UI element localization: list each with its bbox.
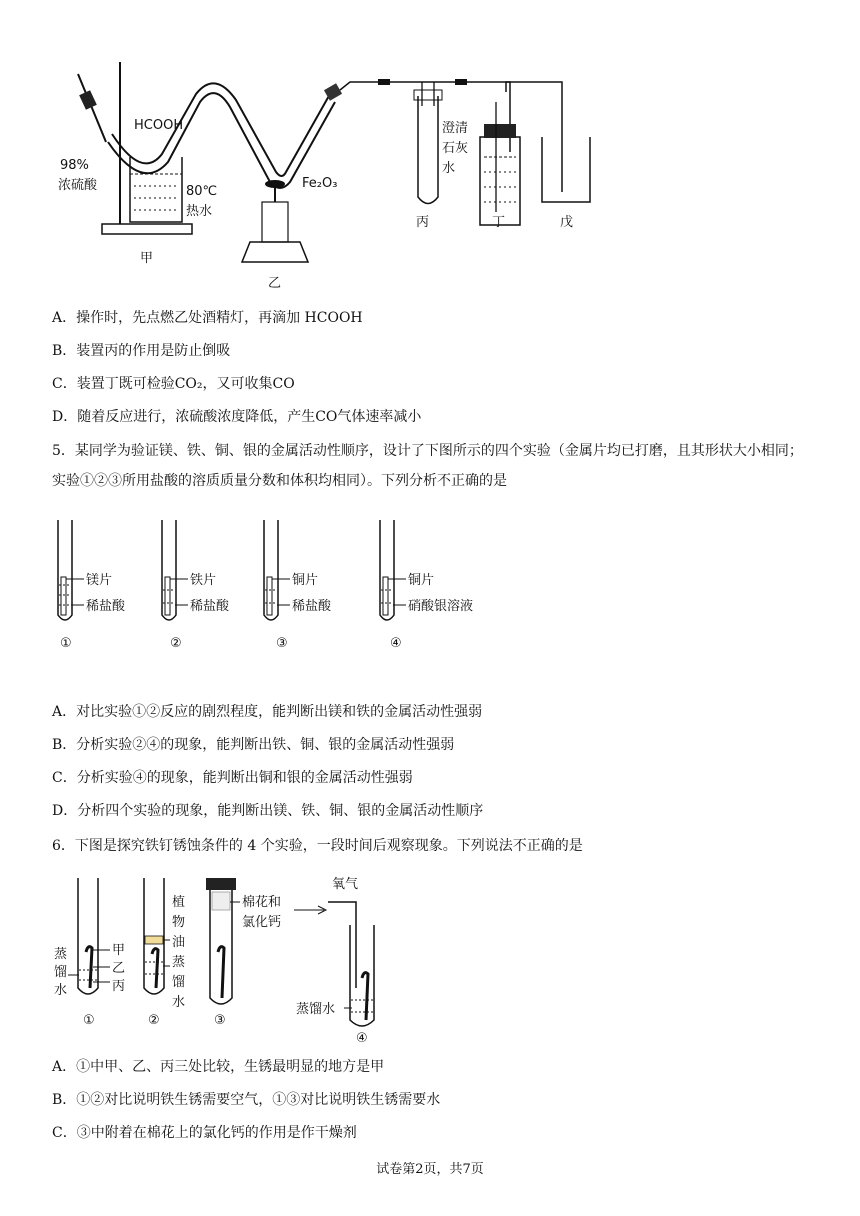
label-ding: 丁 — [492, 215, 506, 230]
q6-t2-oil-1: 植 — [172, 895, 186, 910]
q5-tube3-metal: 铜片 — [292, 573, 319, 588]
q5-tube1-num: ① — [60, 636, 72, 651]
label-limewater-2: 石灰 — [442, 141, 469, 156]
q6-t2-water-2: 馏 — [172, 975, 186, 990]
q6-stem: 6．下图是探究铁钉锈蚀条件的 4 个实验，一段时间后观察现象。下列说法不正确的是 — [52, 838, 583, 854]
q6-t3-cotton-1: 棉花和 — [242, 895, 282, 910]
q6-t2-water-3: 水 — [172, 995, 186, 1010]
q5-option-b: B．分析实验②④的现象，能判断出铁、铜、银的金属活动性强弱 — [52, 737, 455, 753]
q6-n2: ② — [148, 1013, 160, 1028]
label-wu: 戊 — [560, 215, 574, 230]
q5-option-d: D．分析四个实验的现象，能判断出镁、铁、铜、银的金属活动性顺序 — [52, 803, 484, 819]
q6-t2-oil-2: 物 — [172, 915, 186, 930]
label-yi: 乙 — [268, 276, 282, 291]
q5-tube1-metal: 镁片 — [86, 573, 113, 588]
q4-option-a: A．操作时，先点燃乙处酒精灯，再滴加 HCOOH — [52, 310, 363, 326]
q5-tube1-solution: 稀盐酸 — [86, 599, 126, 614]
label-hcooh: HCOOH — [134, 118, 184, 133]
q5-option-a: A．对比实验①②反应的剧烈程度，能判断出镁和铁的金属活动性强弱 — [52, 704, 483, 720]
q6-n3: ③ — [214, 1013, 226, 1028]
q6-n1: ① — [83, 1013, 95, 1028]
q6-t2-water-1: 蒸 — [172, 955, 186, 970]
label-jia: 甲 — [140, 251, 154, 266]
q6-t3-cotton-2: 氯化钙 — [242, 915, 282, 930]
q5-tube4-metal: 铜片 — [408, 573, 435, 588]
label-water-temp: 80℃ — [186, 184, 218, 199]
q6-option-c: C．③中附着在棉花上的氯化钙的作用是作干燥剂 — [52, 1125, 357, 1141]
q5-tube3-solution: 稀盐酸 — [292, 599, 332, 614]
q6-t2-oil-3: 油 — [172, 935, 186, 950]
q6-figure — [50, 870, 410, 1045]
q6-t1-bing: 丙 — [112, 979, 126, 994]
label-water-name: 热水 — [186, 204, 213, 219]
label-limewater-1: 澄清 — [442, 121, 469, 136]
label-bing: 丙 — [416, 215, 430, 230]
label-acid-pct: 98% — [60, 158, 89, 173]
q6-option-a: A．①中甲、乙、丙三处比较，生锈最明显的地方是甲 — [52, 1059, 385, 1075]
page-footer: 试卷第2页，共7页 — [376, 1162, 484, 1177]
q6-t1-yi: 乙 — [112, 961, 126, 976]
q6-t1-water-1: 蒸 — [54, 947, 68, 962]
q6-t1-jia: 甲 — [112, 943, 126, 958]
q5-stem: 5．某同学为验证镁、铁、铜、银的金属活动性顺序，设计了下图所示的四个实验（金属片均已打磨，且其形状大小相同；实验①②③所用盐酸的溶质质量分数和体积均相同）。下列分析不正确的是 — [52, 443, 803, 489]
q4-option-c: C．装置丁既可检验CO₂，又可收集CO — [52, 376, 295, 392]
apparatus-figure — [50, 62, 610, 297]
q6-option-b: B．①②对比说明铁生锈需要空气，①③对比说明铁生锈需要水 — [52, 1092, 441, 1108]
q5-tube4-solution: 硝酸银溶液 — [408, 599, 474, 614]
label-acid-name: 浓硫酸 — [58, 178, 98, 193]
q6-oxygen: 氧气 — [332, 877, 359, 892]
q5-tube2-num: ② — [170, 636, 182, 651]
q6-t1-water-2: 馏 — [54, 965, 68, 980]
q5-option-c: C．分析实验④的现象，能判断出铜和银的金属活动性强弱 — [52, 770, 413, 786]
q6-t1-water-3: 水 — [54, 983, 68, 998]
q4-option-d: D．随着反应进行，浓硫酸浓度降低，产生CO气体速率减小 — [52, 409, 422, 425]
label-limewater-3: 水 — [442, 161, 456, 176]
q5-tube3-num: ③ — [276, 636, 288, 651]
q5-tube2-solution: 稀盐酸 — [190, 599, 230, 614]
q4-option-b: B．装置丙的作用是防止倒吸 — [52, 343, 231, 359]
q5-tube2-metal: 铁片 — [190, 573, 217, 588]
q6-t4-water: 蒸馏水 — [296, 1002, 336, 1017]
q6-n4: ④ — [356, 1031, 368, 1045]
label-fe2o3: Fe₂O₃ — [302, 176, 338, 191]
q5-figure — [50, 515, 520, 655]
q5-tube4-num: ④ — [390, 636, 402, 651]
